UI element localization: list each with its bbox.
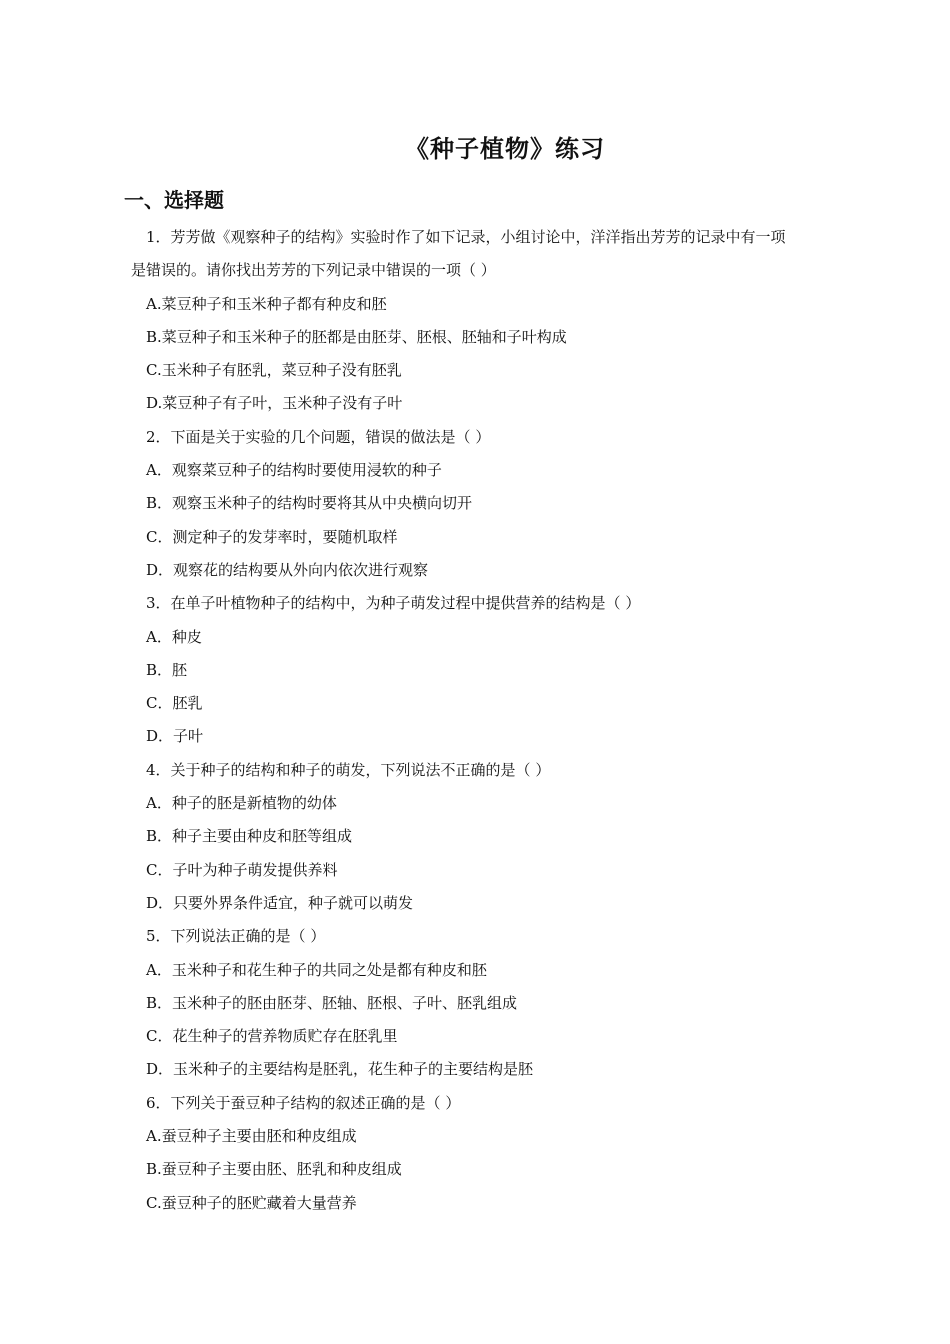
question-stem: 4．关于种子的结构和种子的萌发，下列说法不正确的是（ ） [146,760,551,779]
question-stem: 1．芳芳做《观察种子的结构》实验时作了如下记录，小组讨论中，洋洋指出芳芳的记录中有一项 [146,228,786,246]
answer-option: A．玉米种子和花生种子的共同之处是都有种皮和胚 [146,960,487,979]
answer-option: C．花生种子的营养物质贮存在胚乳里 [146,1027,398,1046]
question-list [131,224,851,1223]
page-title: 《种子植物》练习 [405,135,605,163]
question-stem-continued: 是错误的。请你找出芳芳的下列记录中错误的一项（ ） [131,261,496,280]
answer-option: D．子叶 [146,727,204,746]
question-stem: 5．下列说法正确的是（ ） [146,927,326,946]
answer-option: B．种子主要由种皮和胚等组成 [146,827,353,846]
answer-option: A．种子的胚是新植物的幼体 [146,794,337,813]
answer-option: B.蚕豆种子主要由胚、胚乳和种皮组成 [146,1160,402,1179]
answer-option: B．观察玉米种子的结构时要将其从中央横向切开 [146,494,473,513]
question-stem: 2．下面是关于实验的几个问题，错误的做法是（ ） [146,427,491,446]
question-stem: 3．在单子叶植物种子的结构中，为种子萌发过程中提供营养的结构是（ ） [146,594,641,613]
answer-option: B．胚 [146,660,188,679]
answer-option: D．观察花的结构要从外向内依次进行观察 [146,560,429,579]
answer-option: A．种皮 [146,627,202,646]
answer-option: A.蚕豆种子主要由胚和种皮组成 [146,1127,357,1146]
answer-option: D．只要外界条件适宜，种子就可以萌发 [146,893,414,912]
answer-option: D.菜豆种子有子叶，玉米种子没有子叶 [146,394,403,413]
answer-option: C．胚乳 [146,694,203,713]
answer-option: C.蚕豆种子的胚贮藏着大量营养 [146,1193,357,1212]
answer-option: A.菜豆种子和玉米种子都有种皮和胚 [146,294,387,313]
section-heading: 一、选择题 [124,188,224,212]
answer-option: C．测定种子的发芽率时，要随机取样 [146,527,398,546]
answer-option: B．玉米种子的胚由胚芽、胚轴、胚根、子叶、胚乳组成 [146,993,518,1012]
answer-option: D．玉米种子的主要结构是胚乳，花生种子的主要结构是胚 [146,1060,534,1079]
answer-option: C．子叶为种子萌发提供养料 [146,860,338,879]
answer-option: B.菜豆种子和玉米种子的胚都是由胚芽、胚根、胚轴和子叶构成 [146,327,567,346]
answer-option: C.玉米种子有胚乳，菜豆种子没有胚乳 [146,361,402,380]
answer-option: A．观察菜豆种子的结构时要使用浸软的种子 [146,461,442,480]
question-stem: 6．下列关于蚕豆种子结构的叙述正确的是（ ） [146,1093,461,1112]
